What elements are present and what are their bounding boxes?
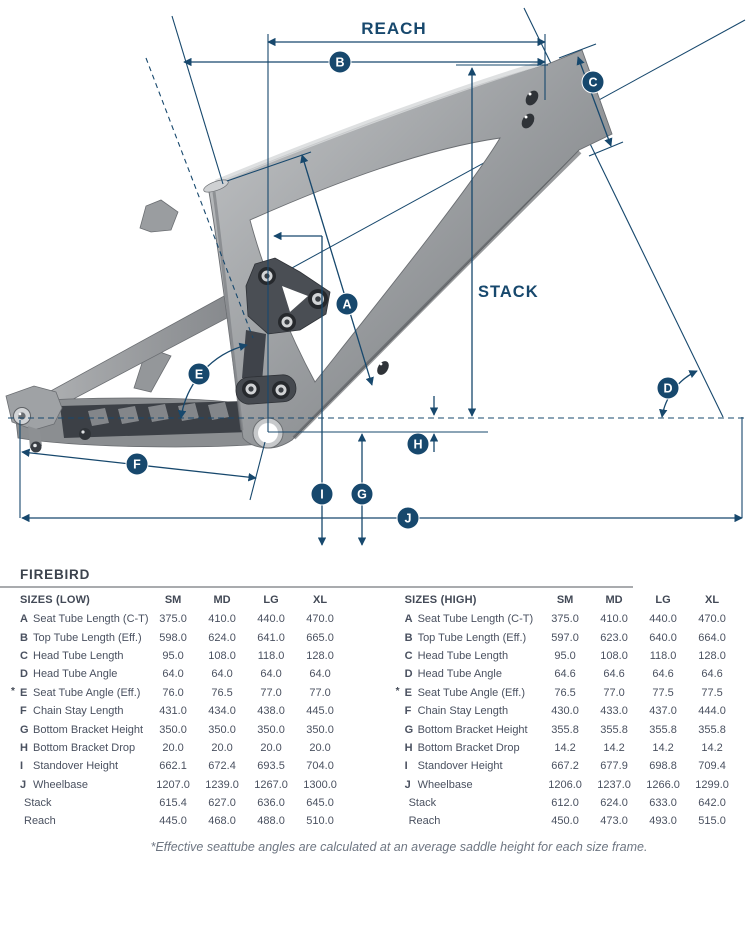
table-row: [396, 610, 737, 628]
table-row: [396, 812, 737, 830]
shock-body: [242, 330, 266, 382]
row-key-letter: B: [404, 631, 413, 644]
geo-value-cell: 437.0: [649, 705, 677, 718]
geo-value-cell: 1239.0: [205, 778, 239, 791]
geo-row-label: I Standover Height: [404, 760, 503, 773]
svg-text:J: J: [404, 511, 412, 526]
callout-g: [351, 483, 373, 505]
geo-value-cell: 677.9: [600, 760, 628, 773]
geo-value-cell: 14.2: [652, 741, 674, 754]
geo-value-cell: 440.0: [649, 613, 677, 626]
geo-value-cell: 355.8: [551, 723, 579, 736]
geo-row-label: F Chain Stay Length: [20, 705, 124, 718]
geo-value-cell: 20.0: [260, 741, 282, 754]
geo-value-cell: 515.0: [698, 815, 726, 828]
geo-row-label: * E Seat Tube Angle (Eff.): [11, 685, 141, 699]
sizes-high-table: [396, 589, 737, 831]
callout-c: [582, 71, 604, 93]
geo-value-cell: 698.8: [649, 760, 677, 773]
geo-value-cell: 64.0: [260, 668, 282, 681]
row-key-letter: E: [404, 686, 412, 699]
geo-value-cell: 350.0: [306, 723, 334, 736]
svg-text:F: F: [133, 457, 141, 472]
geo-value-cell: 350.0: [159, 723, 187, 736]
geo-row-label: C Head Tube Length: [404, 649, 509, 662]
geo-row-label: I Standover Height: [20, 760, 118, 773]
table-row: [11, 628, 345, 646]
row-key-letter: E: [20, 686, 28, 699]
geo-value-cell: 445.0: [306, 705, 334, 718]
table-row: [11, 702, 345, 720]
callout-a: [336, 293, 358, 315]
geo-row-label: C Head Tube Length: [20, 649, 124, 662]
geo-value-cell: 1206.0: [548, 778, 582, 791]
geo-value-cell: 430.0: [551, 705, 579, 718]
geo-value-cell: 598.0: [159, 631, 187, 644]
table-row: [396, 628, 737, 646]
geo-value-cell: 76.0: [162, 686, 184, 699]
callout-d: [657, 377, 679, 399]
row-key-letter: I: [404, 760, 408, 773]
table-row: [11, 739, 345, 757]
geo-value-cell: 1266.0: [646, 778, 680, 791]
geo-value-cell: 410.0: [600, 613, 628, 626]
geo-value-cell: 64.6: [554, 668, 576, 681]
geo-value-cell: 624.0: [600, 797, 628, 810]
table-row: [396, 757, 737, 775]
geo-row-label: A Seat Tube Length (C-T): [20, 613, 149, 626]
geo-row-label: H Bottom Bracket Drop: [404, 741, 520, 754]
callout-e: [188, 363, 210, 385]
geo-row-label: Stack: [408, 797, 437, 810]
geo-value-cell: 1267.0: [254, 778, 288, 791]
row-key-letter: J: [404, 778, 411, 791]
geo-value-cell: 375.0: [159, 613, 187, 626]
geo-value-cell: 1207.0: [156, 778, 190, 791]
table-row: [11, 665, 345, 683]
geo-value-cell: 410.0: [208, 613, 236, 626]
page-title: FIREBIRD: [20, 567, 91, 582]
geo-value-cell: 645.0: [306, 797, 334, 810]
table-row: [11, 776, 345, 794]
column-header: LG: [263, 593, 279, 606]
row-key-letter: F: [20, 705, 27, 718]
geo-value-cell: 440.0: [257, 613, 285, 626]
geo-value-cell: 438.0: [257, 705, 285, 718]
seat-tube-axis-solid: [172, 16, 223, 184]
geo-row-label: G Bottom Bracket Height: [20, 723, 144, 736]
svg-text:G: G: [357, 487, 367, 502]
geo-value-cell: 431.0: [159, 705, 187, 718]
table-row: [11, 794, 345, 812]
svg-text:I: I: [320, 487, 324, 502]
geo-value-cell: 64.6: [652, 668, 674, 681]
geo-value-cell: 615.4: [159, 797, 187, 810]
row-key-letter: A: [20, 613, 28, 626]
geo-value-cell: 64.0: [162, 668, 184, 681]
geo-value-cell: 445.0: [159, 815, 187, 828]
geo-value-cell: 597.0: [551, 631, 579, 644]
column-header: MD: [605, 593, 623, 606]
geo-value-cell: 64.6: [701, 668, 723, 681]
cable-port-glint: [529, 93, 532, 96]
column-header: SM: [164, 593, 182, 606]
geo-value-cell: 709.4: [698, 760, 726, 773]
geo-value-cell: 14.2: [701, 741, 723, 754]
geo-value-cell: 20.0: [309, 741, 331, 754]
bottle-boss: [375, 359, 391, 377]
link-pivot-center: [278, 387, 283, 392]
geo-value-cell: 704.0: [306, 760, 334, 773]
table-row: [11, 647, 345, 665]
bb-extension-line: [250, 442, 265, 500]
footnote-star: *: [395, 685, 400, 697]
geo-value-cell: 510.0: [306, 815, 334, 828]
head-tube-bottom-tick: [589, 142, 623, 156]
geo-value-cell: 108.0: [208, 649, 236, 662]
geo-value-cell: 434.0: [208, 705, 236, 718]
geo-value-cell: 627.0: [208, 797, 236, 810]
row-key-letter: C: [404, 649, 413, 662]
row-key-letter: I: [20, 760, 24, 773]
geo-row-label: B Top Tube Length (Eff.): [20, 631, 142, 644]
table-row: [396, 665, 737, 683]
geo-row-label: A Seat Tube Length (C-T): [404, 613, 534, 626]
geo-value-cell: 14.2: [554, 741, 576, 754]
column-header: LG: [655, 593, 671, 606]
geo-value-cell: 20.0: [211, 741, 233, 754]
column-header: XL: [313, 593, 328, 606]
geo-value-cell: 493.0: [649, 815, 677, 828]
table-row: [11, 610, 345, 628]
geo-row-label: D Head Tube Angle: [404, 668, 502, 681]
table-row: [11, 720, 345, 738]
table-row: [11, 684, 345, 702]
geo-row-label: Stack: [24, 797, 52, 810]
row-key-letter: G: [404, 723, 414, 736]
sizes-low-table: [11, 589, 345, 831]
geo-value-cell: 118.0: [257, 649, 285, 662]
geo-value-cell: 77.5: [652, 686, 674, 699]
callout-f: [126, 453, 148, 475]
table-heading: SIZES (HIGH): [404, 593, 477, 606]
geo-value-cell: 470.0: [306, 613, 334, 626]
geo-value-cell: 642.0: [698, 797, 726, 810]
geo-value-cell: 662.1: [159, 760, 187, 773]
row-key-letter: D: [404, 668, 413, 681]
table-row: [11, 757, 345, 775]
geo-row-label: B Top Tube Length (Eff.): [404, 631, 527, 644]
geo-row-label: H Bottom Bracket Drop: [20, 741, 136, 754]
geo-row-label: Reach: [24, 815, 56, 828]
geo-value-cell: 1300.0: [303, 778, 337, 791]
column-header: MD: [213, 593, 231, 606]
table-header-row: [396, 589, 737, 610]
geo-value-cell: 450.0: [551, 815, 579, 828]
row-key-letter: H: [404, 741, 413, 754]
svg-text:A: A: [342, 297, 352, 312]
geo-value-cell: 76.5: [554, 686, 576, 699]
geo-value-cell: 1299.0: [695, 778, 729, 791]
geo-value-cell: 633.0: [649, 797, 677, 810]
geo-row-label: J Wheelbase: [404, 778, 473, 791]
geo-value-cell: 624.0: [208, 631, 236, 644]
table-row: [396, 776, 737, 794]
callout-j: [397, 507, 419, 529]
row-key-letter: H: [20, 741, 28, 754]
geo-value-cell: 355.8: [600, 723, 628, 736]
geo-row-label: D Head Tube Angle: [20, 668, 118, 681]
title-divider: [0, 586, 633, 588]
hanger-glint: [33, 444, 37, 448]
geo-value-cell: 636.0: [257, 797, 285, 810]
geo-value-cell: 108.0: [600, 649, 628, 662]
geo-value-cell: 95.0: [554, 649, 576, 662]
geo-value-cell: 667.2: [551, 760, 579, 773]
table-row: [396, 702, 737, 720]
table-row: [396, 739, 737, 757]
svg-text:D: D: [663, 381, 673, 396]
svg-text:B: B: [335, 55, 345, 70]
cable-port-glint: [525, 116, 528, 119]
callout-i: [311, 483, 333, 505]
table-row: [396, 794, 737, 812]
bolt-highlight: [81, 430, 84, 433]
column-header: XL: [705, 593, 720, 606]
geo-value-cell: 350.0: [208, 723, 236, 736]
chainstay-bolt: [79, 428, 91, 440]
geo-value-cell: 433.0: [600, 705, 628, 718]
geo-value-cell: 664.0: [698, 631, 726, 644]
row-key-letter: F: [404, 705, 412, 718]
row-key-letter: D: [20, 668, 28, 681]
geo-value-cell: 1237.0: [597, 778, 631, 791]
stack-label: STACK: [478, 283, 539, 301]
footnote: *Effective seattube angles are calculated at an average saddle height for each size frame.: [150, 839, 648, 854]
geo-row-label: G Bottom Bracket Height: [404, 723, 528, 736]
row-key-letter: G: [20, 723, 29, 736]
geo-value-cell: 64.0: [211, 668, 233, 681]
seat-tube-length-dimension: [302, 155, 372, 385]
geo-value-cell: 444.0: [698, 705, 726, 718]
geo-value-cell: 77.0: [260, 686, 282, 699]
geo-value-cell: 95.0: [162, 649, 184, 662]
dimension-lines: [8, 16, 746, 545]
geo-value-cell: 350.0: [257, 723, 285, 736]
geometry-tables: [0, 589, 750, 831]
table-row: [11, 812, 345, 830]
geo-value-cell: 375.0: [551, 613, 579, 626]
bike-frame: [6, 50, 612, 453]
seat-cluster-gusset: [140, 200, 178, 232]
rear-axle-glint: [19, 413, 22, 416]
geo-value-cell: 64.0: [309, 668, 331, 681]
table-row: [396, 647, 737, 665]
callout-b: [329, 51, 351, 73]
geometry-section: [0, 567, 750, 854]
geo-value-cell: 672.4: [208, 760, 236, 773]
row-key-letter: A: [404, 613, 413, 626]
footnote-star: *: [11, 685, 15, 697]
geo-value-cell: 77.0: [309, 686, 331, 699]
geo-value-cell: 693.5: [257, 760, 285, 773]
row-key-letter: C: [20, 649, 28, 662]
geo-value-cell: 20.0: [162, 741, 184, 754]
row-key-letter: J: [20, 778, 27, 791]
geo-row-label: * E Seat Tube Angle (Eff.): [395, 685, 525, 699]
geo-value-cell: 612.0: [551, 797, 579, 810]
svg-text:C: C: [588, 75, 598, 90]
rear-dropout: [6, 386, 62, 430]
geo-value-cell: 76.5: [211, 686, 233, 699]
row-key-letter: B: [20, 631, 28, 644]
geo-value-cell: 640.0: [649, 631, 677, 644]
geo-value-cell: 77.5: [701, 686, 723, 699]
geo-row-label: Reach: [408, 815, 441, 828]
table-row: [396, 684, 737, 702]
geo-value-cell: 488.0: [257, 815, 285, 828]
hanger-bolt: [31, 442, 42, 453]
geo-value-cell: 641.0: [257, 631, 285, 644]
geo-value-cell: 128.0: [306, 649, 334, 662]
geo-value-cell: 77.0: [603, 686, 625, 699]
callout-h: [407, 433, 429, 455]
geo-value-cell: 665.0: [306, 631, 334, 644]
column-header: SM: [556, 593, 574, 606]
geo-row-label: F Chain Stay Length: [404, 705, 509, 718]
geo-value-cell: 473.0: [600, 815, 628, 828]
svg-text:E: E: [194, 367, 204, 382]
geo-row-label: J Wheelbase: [20, 778, 89, 791]
bottle-boss-glint: [380, 363, 383, 366]
svg-text:H: H: [413, 437, 423, 452]
geo-value-cell: 118.0: [649, 649, 677, 662]
table-row: [396, 720, 737, 738]
geo-value-cell: 623.0: [600, 631, 628, 644]
reach-label: REACH: [361, 19, 427, 38]
geo-value-cell: 14.2: [603, 741, 625, 754]
geo-value-cell: 355.8: [649, 723, 677, 736]
geo-value-cell: 470.0: [698, 613, 726, 626]
geo-value-cell: 355.8: [698, 723, 726, 736]
table-header-row: [11, 589, 345, 610]
geo-value-cell: 468.0: [208, 815, 236, 828]
geo-value-cell: 64.6: [603, 668, 625, 681]
geo-value-cell: 128.0: [698, 649, 726, 662]
table-heading: SIZES (LOW): [20, 593, 91, 606]
link-pivot-center: [248, 386, 253, 391]
